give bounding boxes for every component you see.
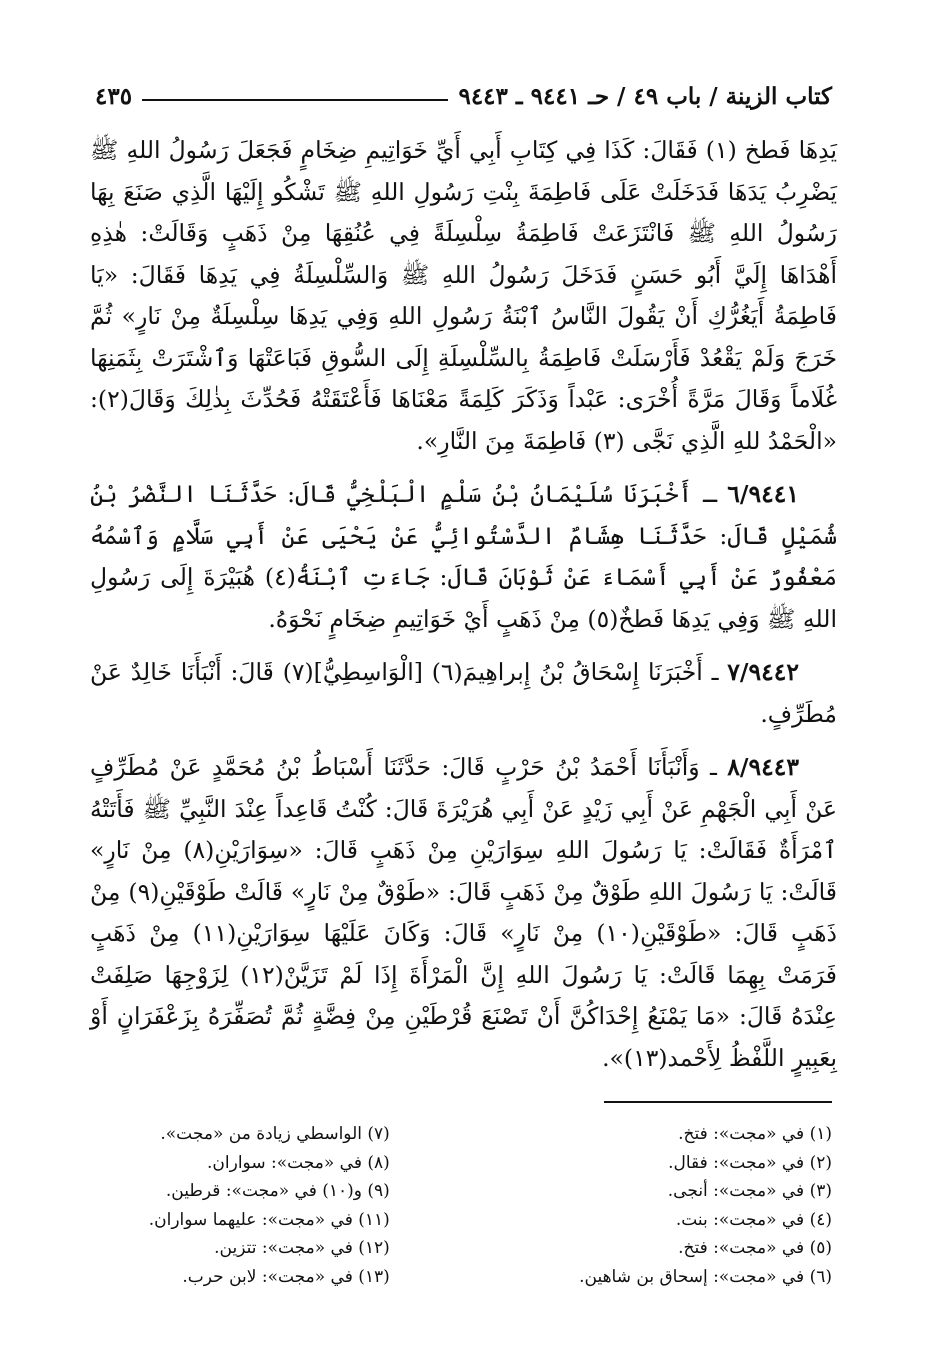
hadith-number: ٧/٩٤٤٢ bbox=[727, 658, 799, 686]
header-title: كتاب الزينة / باب ٤٩ / حـ ٩٤٤١ ـ ٩٤٤٣ bbox=[458, 83, 832, 110]
footnotes bbox=[95, 1120, 832, 1292]
main-text bbox=[90, 130, 837, 1091]
footnote: (٧) الواسطي زيادة من «مجت». bbox=[160, 1124, 390, 1144]
footnote: (٢) في «مجت»: فقال. bbox=[668, 1152, 832, 1173]
hadith-number: ٨/٩٤٤٣ bbox=[727, 753, 799, 781]
footnote: (١٢) في «مجت»: تتزين. bbox=[214, 1238, 390, 1259]
footnotes-right-column bbox=[478, 1120, 832, 1292]
footnote: (١) في «مجت»: فتخ. bbox=[678, 1124, 832, 1144]
footnote: (٣) في «مجت»: أنجى. bbox=[667, 1181, 832, 1202]
paragraph-text: يَدِهَا فَطخ (١) فَقَالَ: كَذَا فِي كِتَابِ أَبِي أَيِّ خَوَاتِيمِ ضِخَامٍ فَجَعَلَ رَسُولُ اللهِ ﷺ يَضْرِبُ يَدَهَا فَدَخَلَتْ عَلَى فَاطِمَةَ بِنْتِ رَسُولِ اللهِ ﷺ تَشْكُو إِلَيْهَا الَّذِي صَنَعَ بِهَا رَسُولُ اللهِ ﷺ فَانْتَزَعَتْ فَاطِمَةُ سِلْسِلَةً فِي عُنُقِهَا مِنْ ذَهَبٍ وَقَالَتْ: هٰذِهِ أَهْدَاهَا إِلَيَّ أَبُو حَسَنٍ فَدَخَلَ رَسُولُ اللهِ ﷺ وَالسِّلْسِلَةُ فِي يَدِهَا فَقَالَ: «يَا فَاطِمَةُ أَيَغُرُّكِ أَنْ يَقُولَ النَّاسُ ٱبْنَةُ رَسُولِ اللهِ وَفِي يَدِهَا سِلْسِلَةٌ مِنْ نَارٍ» ثُمَّ خَرَجَ وَلَمْ يَقْعُدْ فَأَرْسَلَتْ فَاطِمَةُ بِالسِّلْسِلَةِ إِلَى السُّوقِ فَبَاعَتْهَا وَٱشْتَرَتْ بِثَمَنِهَا غُلَاماً وَقَالَ مَرَّةً أُخْرَى: عَبْداً وَذَكَرَ كَلِمَةً مَعْنَاهَا فَأَعْتَقَتْهُ فَحُدِّثَ بِذٰلِكَ وَقَالَ(٢): «الْحَمْدُ للهِ الَّذِي نَجَّى (٣) فَاطِمَةَ مِنَ النَّارِ». bbox=[90, 136, 837, 455]
paragraph-text: ـ أَخْبَرَنَا سُلَيْمَانُ بْنُ سَلْمٍ الْبَلْخِيُّ قَالَ: حَدَّثَنَا النَّضْرُ بْنُ شُمَيْلٍ قَالَ: حَدَّثَنَا هِشَامٌ الدَّسْتُوائِيُّ عَنْ يَحْيَى عَنْ أَبِي سَلَّامٍ وَٱسْمُهُ مَعْفُورٌ عَنْ أَبِي أَسْمَاءَ عَنْ ثَوْبَانَ قَالَ: جَاءَتِ ٱبْنَةُ(٤) هُبَيْرَةَ إِلَى رَسُولِ اللهِ ﷺ وَفِي يَدِهَا فَطخٌ(٥) مِنْ ذَهَبٍ أَيْ خَوَاتِيمِ ضِخَامٍ نَحْوَهُ. bbox=[90, 480, 837, 633]
paragraph-continuation bbox=[90, 130, 837, 462]
footnotes-left-column bbox=[95, 1120, 390, 1292]
hadith-9442 bbox=[90, 652, 837, 735]
footnote: (٨) في «مجت»: سواران. bbox=[207, 1152, 390, 1173]
paragraph-text: ـ أَخْبَرَنَا إِسْحَاقُ بْنُ إِبراهِيمَ(٦) [الْوَاسِطِيُّ](٧) قَالَ: أَنْبَأَنَا خَالِدٌ عَنْ مُطَرِّفٍ. bbox=[90, 658, 837, 728]
footnote: (٤) في «مجت»: بنت. bbox=[675, 1209, 832, 1230]
footnote: (١٣) في «مجت»: لابن حرب. bbox=[182, 1266, 390, 1287]
footnote: (٦) في «مجت»: إسحاق بن شاهين. bbox=[579, 1266, 832, 1287]
hadith-9443 bbox=[90, 747, 837, 1079]
hadith-9441 bbox=[90, 474, 837, 640]
page-number: ٤٣٥ bbox=[95, 83, 133, 110]
footnote: (٩) و(١٠) في «مجت»: قرطين. bbox=[165, 1181, 390, 1202]
header-rule bbox=[142, 99, 448, 101]
footnote: (٥) في «مجت»: فتخ. bbox=[678, 1238, 832, 1259]
paragraph-text: ـ وَأَنْبَأَنَا أَحْمَدُ بْنُ حَرْبٍ قَالَ: حَدَّثَنَا أَسْبَاطُ بْنُ مُحَمَّدٍ عَنْ مُطَرِّفٍ عَنْ أَبِي الْجَهْمِ عَنْ أَبِي زَيْدٍ عَنْ أَبِي هُرَيْرَةَ قَالَ: كُنْتُ قَاعِداً عِنْدَ النَّبِيِّ ﷺ فَأَتَتْهُ ٱمْرَأَةٌ فَقَالَتْ: يَا رَسُولَ اللهِ سِوَارَيْنِ مِنْ ذَهَبٍ قَالَ: «سِوَارَيْنِ(٨) مِنْ نَارٍ» قَالَتْ: يَا رَسُولَ اللهِ طَوْقٌ مِنْ ذَهَبٍ قَالَ: «طَوْقٌ مِنْ نَارٍ» قَالَتْ طَوْقَيْنِ(٩) مِنْ ذَهَبٍ قَالَ: «طَوْقَيْنِ(١٠) مِنْ نَارٍ» قَالَ: وَكَانَ عَلَيْهَا سِوَارَيْنِ(١١) مِنْ ذَهَبٍ فَرَمَتْ بِهِمَا قَالَتْ: يَا رَسُولَ اللهِ إِنَّ الْمَرْأَةَ إِذَا لَمْ تَزَيَّنْ(١٢) لِزَوْجِهَا صَلِفَتْ عِنْدَهُ قَالَ: «مَا يَمْنَعُ إِحْدَاكُنَّ أَنْ تَصْنَعَ قُرْطَيْنِ مِنْ فِضَّةٍ ثُمَّ تُصَفِّرَهُ بِزَعْفَرَانٍ أَوْ بِعَبِيرٍ اللَّفْظُ لِأَحْمد(١٣)». bbox=[90, 753, 838, 1072]
footnote: (١١) في «مجت»: عليهما سواران. bbox=[148, 1209, 390, 1230]
footnote-separator bbox=[604, 1101, 832, 1103]
running-header bbox=[95, 70, 832, 110]
hadith-number: ٦/٩٤٤١ bbox=[727, 480, 799, 508]
